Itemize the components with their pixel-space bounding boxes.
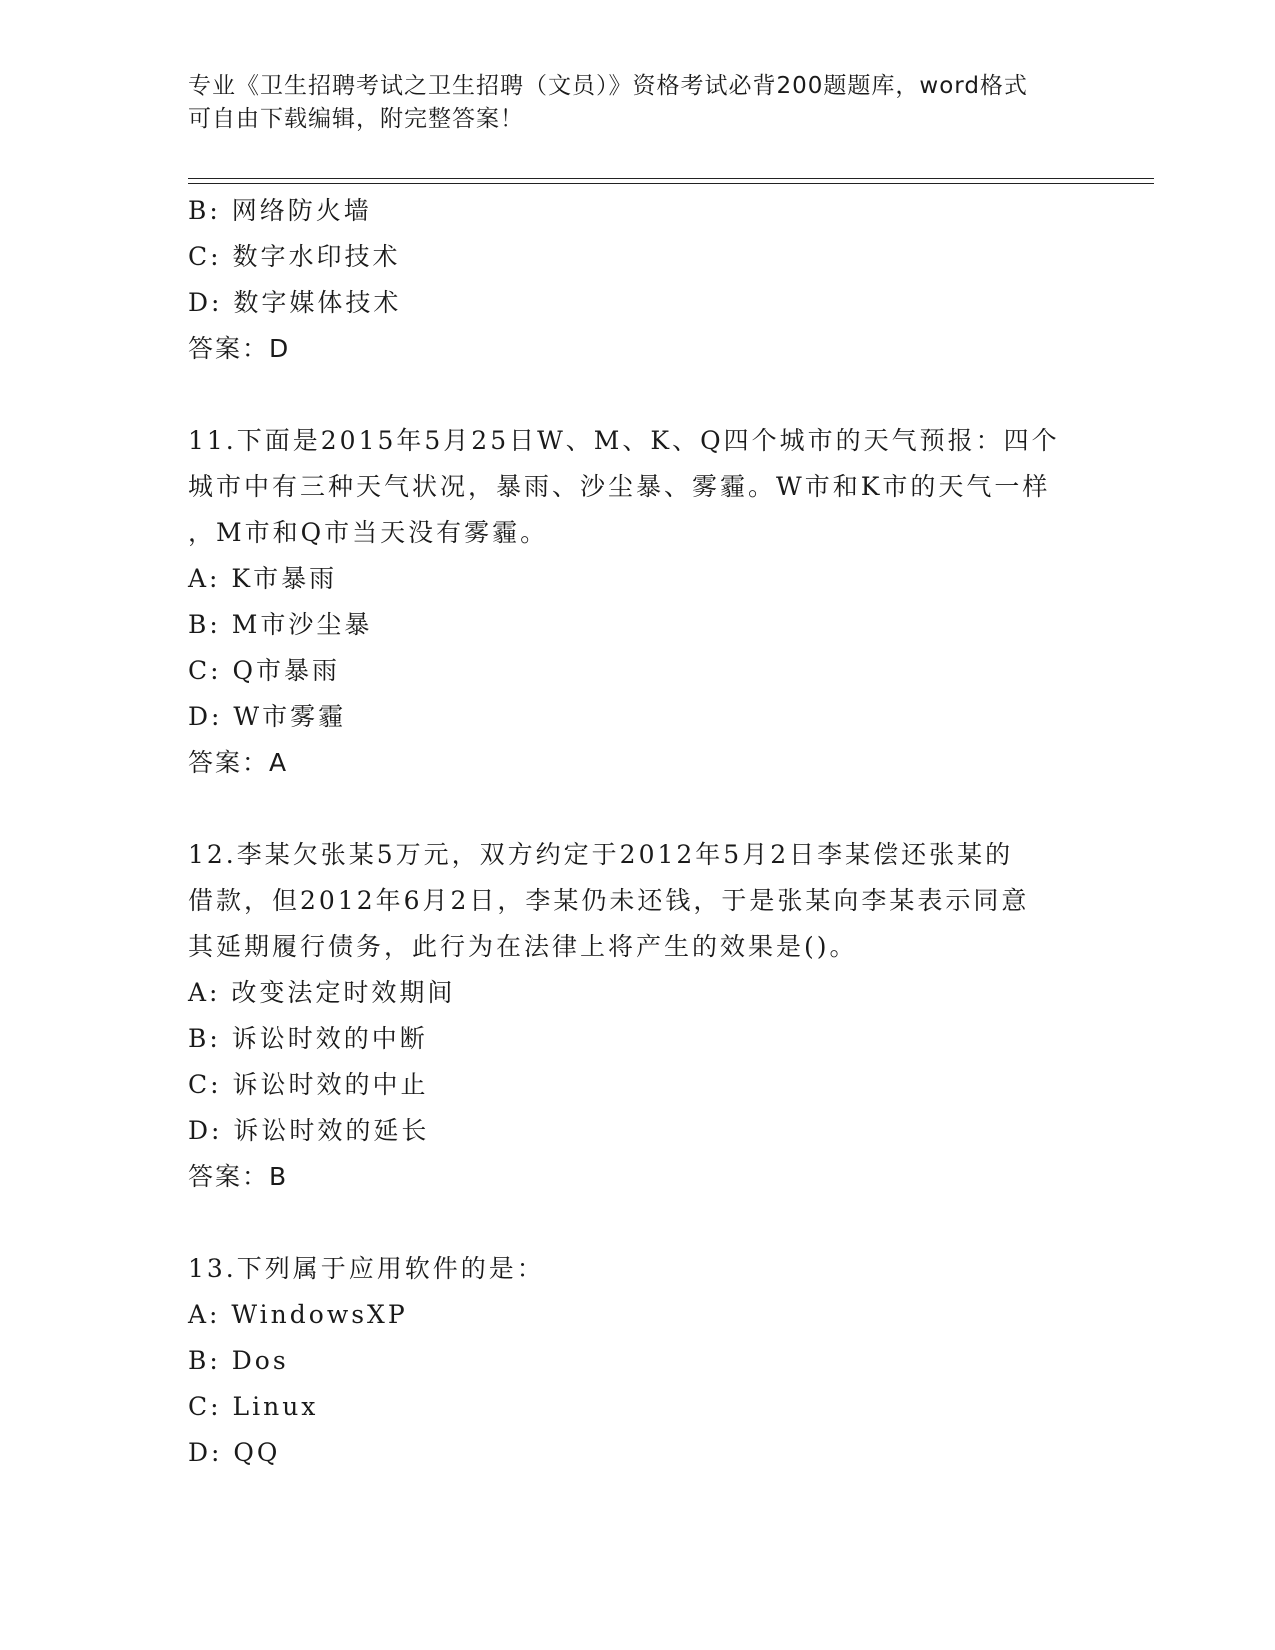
option-a: A: WindowsXP [188,1300,408,1329]
question-13 [188,1246,1108,1476]
question-10-tail [188,188,1108,372]
question-stem-line: 11.下面是2015年5月25日W、M、K、Q四个城市的天气预报：四个 [188,426,1060,455]
header-line-1: 专业《卫生招聘考试之卫生招聘（文员）》资格考试必背200题题库，word格式 [188,73,1028,99]
option-c: C: Q市暴雨 [188,656,340,685]
option-d: D: QQ [188,1438,281,1467]
option-a: A: K市暴雨 [188,564,338,593]
question-stem-line: ，M市和Q市当天没有雾霾。 [188,518,549,547]
option-d: D: 诉讼时效的延长 [188,1116,430,1145]
answer: 答案：A [188,748,289,777]
option-b: B: 网络防火墙 [188,196,372,225]
answer: 答案：D [188,334,291,363]
option-b: B: 诉讼时效的中断 [188,1024,428,1053]
option-c: C: 诉讼时效的中止 [188,1070,429,1099]
question-stem-line: 其延期履行债务，此行为在法律上将产生的效果是()。 [188,932,858,961]
document-header [188,70,1088,136]
question-stem-line: 借款，但2012年6月2日，李某仍未还钱，于是张某向李某表示同意 [188,886,1030,915]
question-stem-line: 13.下列属于应用软件的是： [188,1254,545,1283]
question-stem-line: 12.李某欠张某5万元，双方约定于2012年5月2日李某偿还张某的 [188,840,1014,869]
question-stem-line: 城市中有三种天气状况，暴雨、沙尘暴、雾霾。W市和K市的天气一样 [188,472,1051,501]
spacer [188,372,1108,418]
answer: 答案：B [188,1162,289,1191]
question-11 [188,418,1108,786]
question-12 [188,832,1108,1200]
option-d: D: 数字媒体技术 [188,288,402,317]
header-rule-top [188,178,1154,179]
header-line-2: 可自由下载编辑，附完整答案！ [188,106,524,132]
option-c: C: 数字水印技术 [188,242,401,271]
question-content [188,188,1108,1476]
option-b: B: Dos [188,1346,289,1375]
option-b: B: M市沙尘暴 [188,610,373,639]
spacer [188,786,1108,832]
option-c: C: Linux [188,1392,319,1421]
option-a: A: 改变法定时效期间 [188,978,456,1007]
option-d: D: W市雾霾 [188,702,347,731]
spacer [188,1200,1108,1246]
header-rule-bottom [188,183,1154,184]
